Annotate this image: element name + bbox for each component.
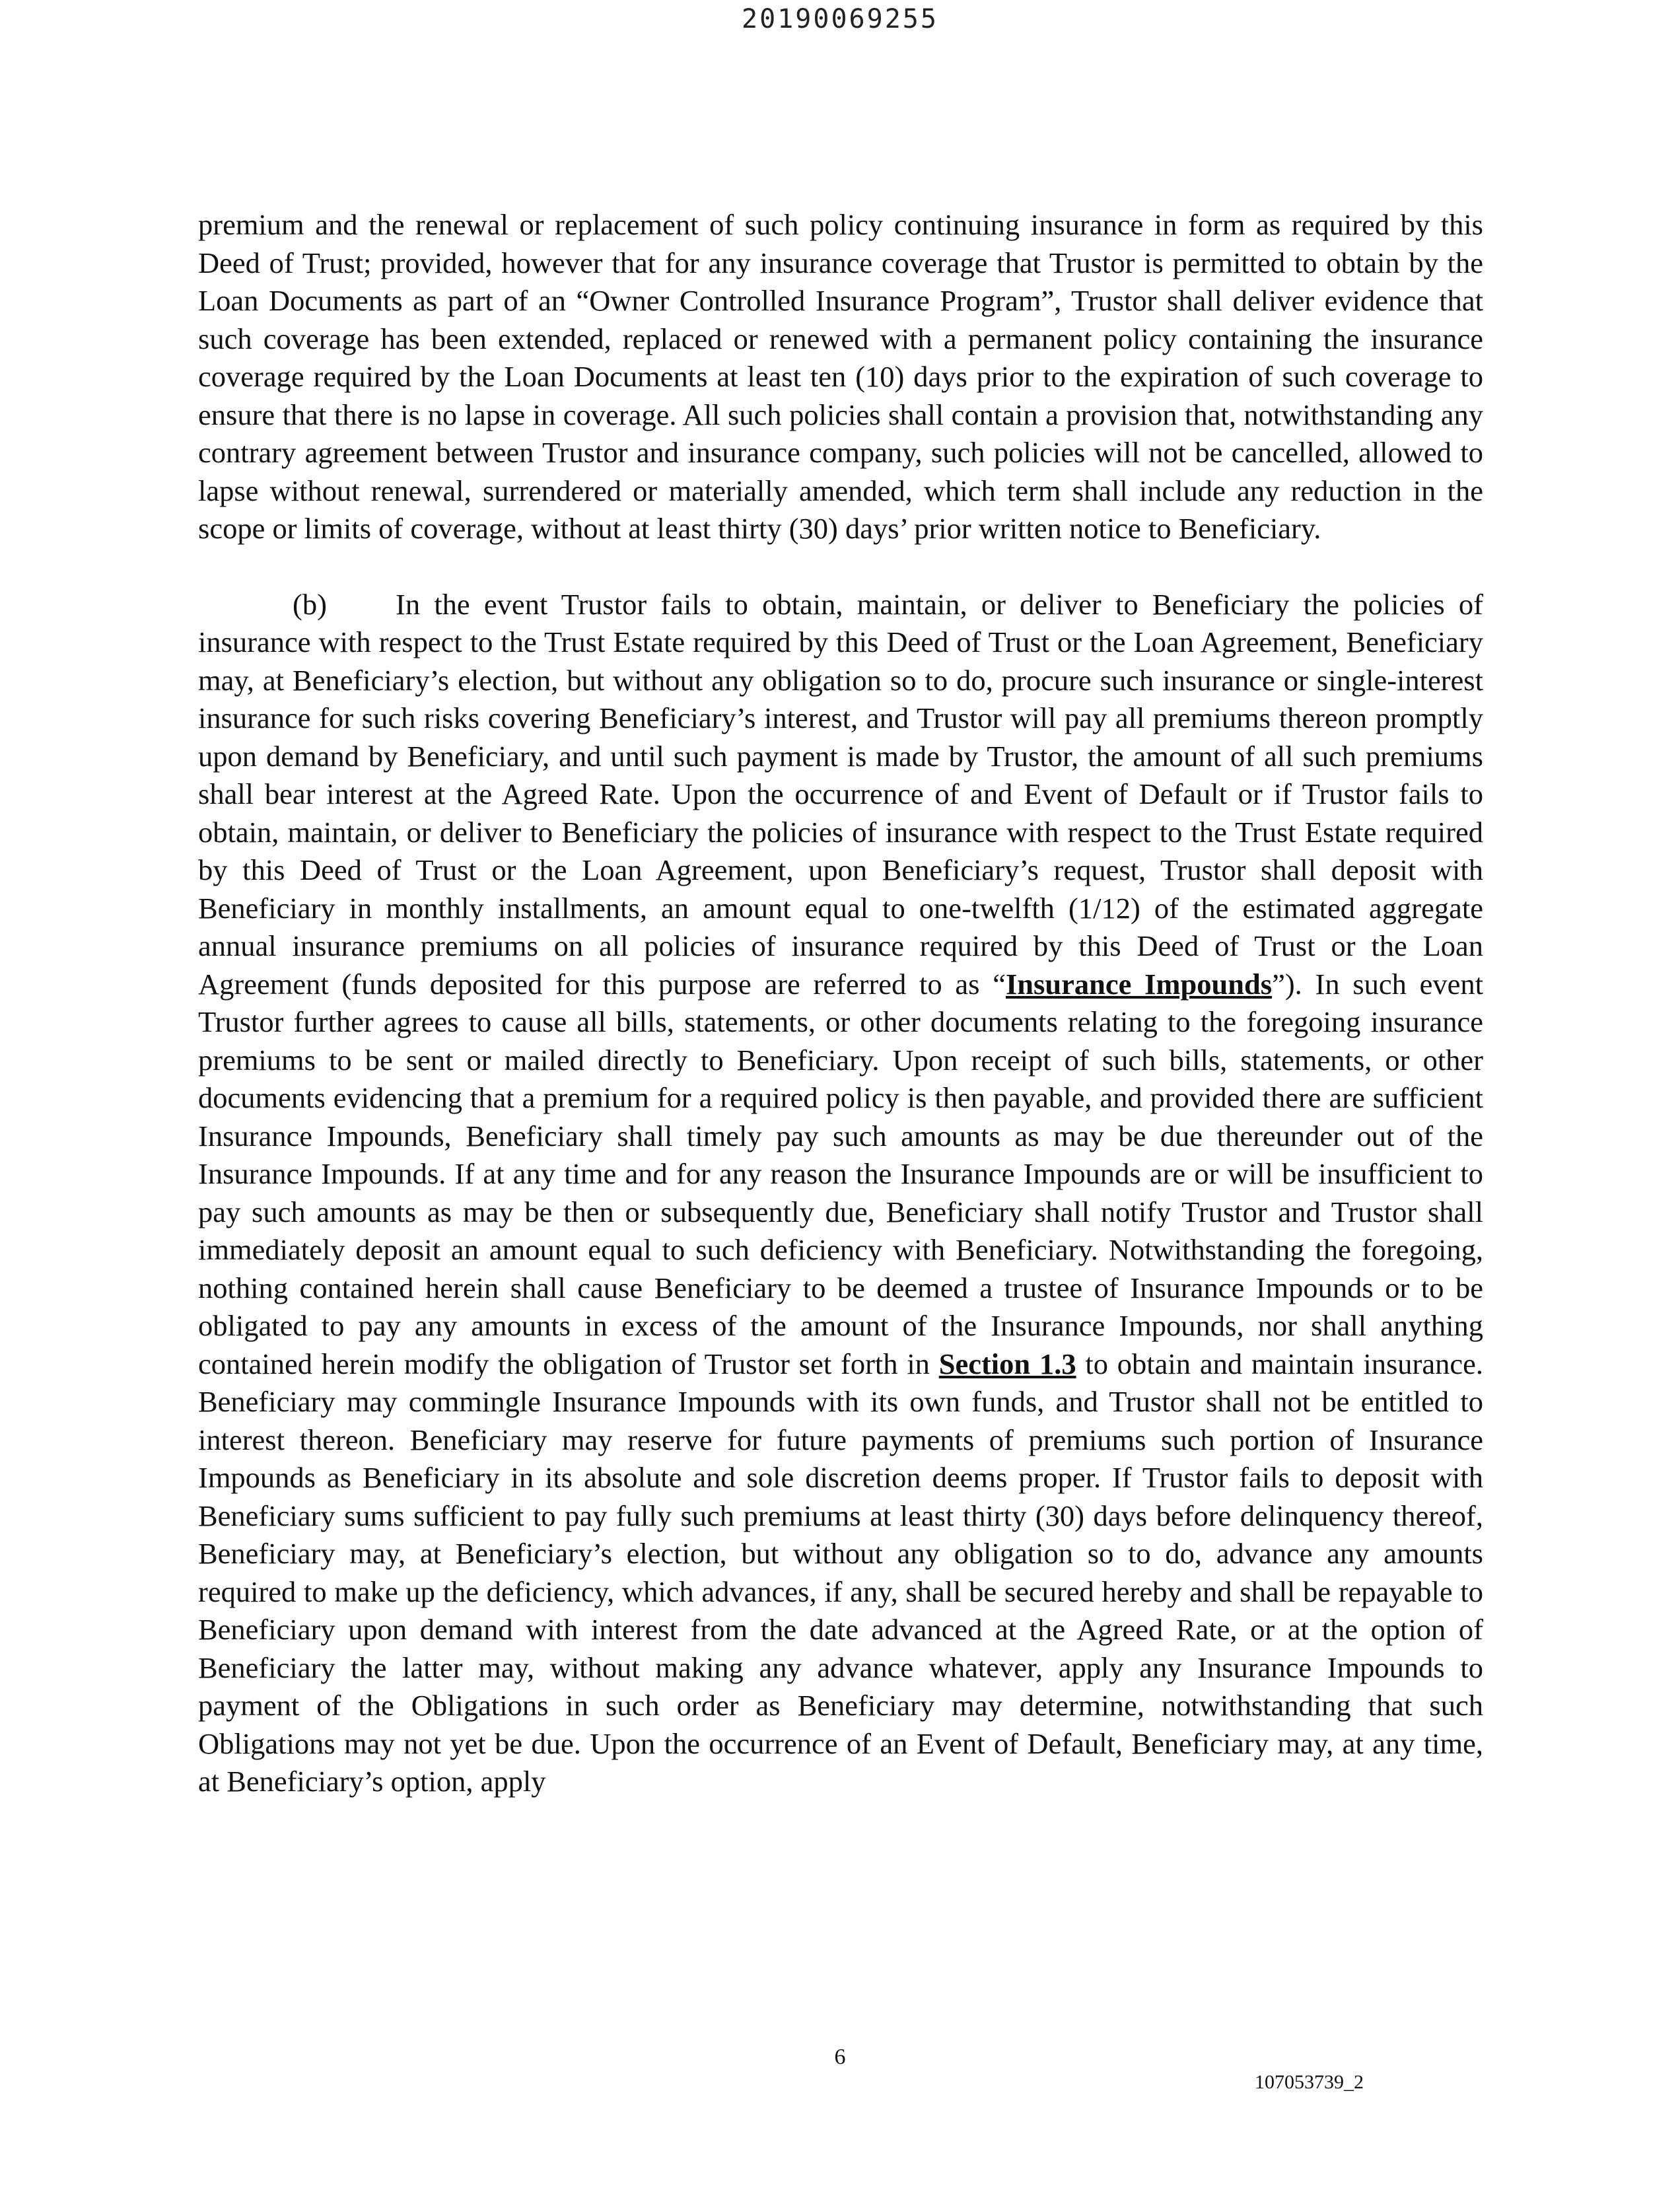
- paragraph-a-continued: premium and the renewal or replacement of such policy continuing insurance in form as required by this Deed of Trust; provided, however that for any insurance coverage that Trustor is permitted to obtain by the Loan Documents as part of an “Owner Controlled Insurance Program”, Trustor shall deliver evidence that such coverage has been extended, replaced or renewed with a permanent policy containing the insurance coverage required by the Loan Documents at least ten (10) days prior to the expiration of such coverage to ensure that there is no lapse in coverage. All such policies shall contain a provision that, notwithstanding any contrary agreement between Trustor and insurance company, such policies will not be cancelled, allowed to lapse without renewal, surrendered or materially amended, which term shall include any reduction in the scope or limits of coverage, without at least thirty (30) days’ prior written notice to Beneficiary.: [198, 208, 1483, 545]
- section-reference: Section 1.3: [938, 1347, 1076, 1380]
- document-id: 107053739_2: [1255, 2071, 1364, 2093]
- paragraph-b-text-3: to obtain and maintain insurance. Beneficiary may commingle Insurance Impounds with its own funds, and Trustor shall not be entitled to interest thereon. Beneficiary may reserve for future payments of premiums such portion of Insurance Impounds as Beneficiary in its absolute and sole discretion deems proper. If Trustor fails to deposit with Beneficiary sums sufficient to pay fully such premiums at least thirty (30) days before delinquency thereof, Beneficiary may, at Beneficiary’s election, but without any obligation so to do, advance any amounts required to make up the deficiency, which advances, if any, shall be secured hereby and shall be repayable to Beneficiary upon demand with interest from the date advanced at the Agreed Rate, or at the option of Beneficiary the latter may, without making any advance whatever, apply any Insurance Impounds to payment of the Obligations in such order as Beneficiary may determine, notwithstanding that such Obligations may not yet be due. Upon the occurrence of an Event of Default, Beneficiary may, at any time, at Beneficiary’s option, apply: [198, 1347, 1483, 1798]
- document-body: [198, 206, 1483, 1801]
- paragraph-b-text-1: In the event Trustor fails to obtain, maintain, or deliver to Beneficiary the policies of insurance with respect to the Trust Estate required by this Deed of Trust or the Loan Agreement, Beneficiary may, at Beneficiary’s election, but without any obligation so to do, procure such insurance or single-interest insurance for such risks covering Beneficiary’s interest, and Trustor will pay all premiums thereon promptly upon demand by Beneficiary, and until such payment is made by Trustor, the amount of all such premiums shall bear interest at the Agreed Rate. Upon the occurrence of and Event of Default or if Trustor fails to obtain, maintain, or deliver to Beneficiary the policies of insurance with respect to the Trust Estate required by this Deed of Trust or the Loan Agreement, upon Beneficiary’s request, Trustor shall deposit with Beneficiary in monthly installments, an amount equal to one-twelfth (1/12) of the estimated aggregate annual insurance premiums on all policies of insurance required by this Deed of Trust or the Loan Agreement (funds deposited for this purpose are referred to as “: [198, 587, 1483, 1001]
- paragraph-b-text-2: ”). In such event Trustor further agrees to cause all bills, statements, or other documents relating to the foregoing insurance premiums to be sent or mailed directly to Beneficiary. Upon receipt of such bills, statements, or other documents evidencing that a premium for a required policy is then payable, and provided there are sufficient Insurance Impounds, Beneficiary shall timely pay such amounts as may be due thereunder out of the Insurance Impounds. If at any time and for any reason the Insurance Impounds are or will be insufficient to pay such amounts as may be then or subsequently due, Beneficiary shall notify Trustor and Trustor shall immediately deposit an amount equal to such deficiency with Beneficiary. Notwithstanding the foregoing, nothing contained herein shall cause Beneficiary to be deemed a trustee of Insurance Impounds or to be obligated to pay any amounts in excess of the amount of the Insurance Impounds, nor shall anything contained herein modify the obligation of Trustor set forth in: [198, 967, 1483, 1380]
- page-number: 6: [834, 2045, 846, 2069]
- paragraph-b-label: (b): [293, 587, 327, 621]
- defined-term-insurance-impounds: Insurance Impounds: [1005, 967, 1273, 1001]
- recording-number: 20190069255: [742, 4, 938, 34]
- paragraph-b: [198, 586, 1483, 1801]
